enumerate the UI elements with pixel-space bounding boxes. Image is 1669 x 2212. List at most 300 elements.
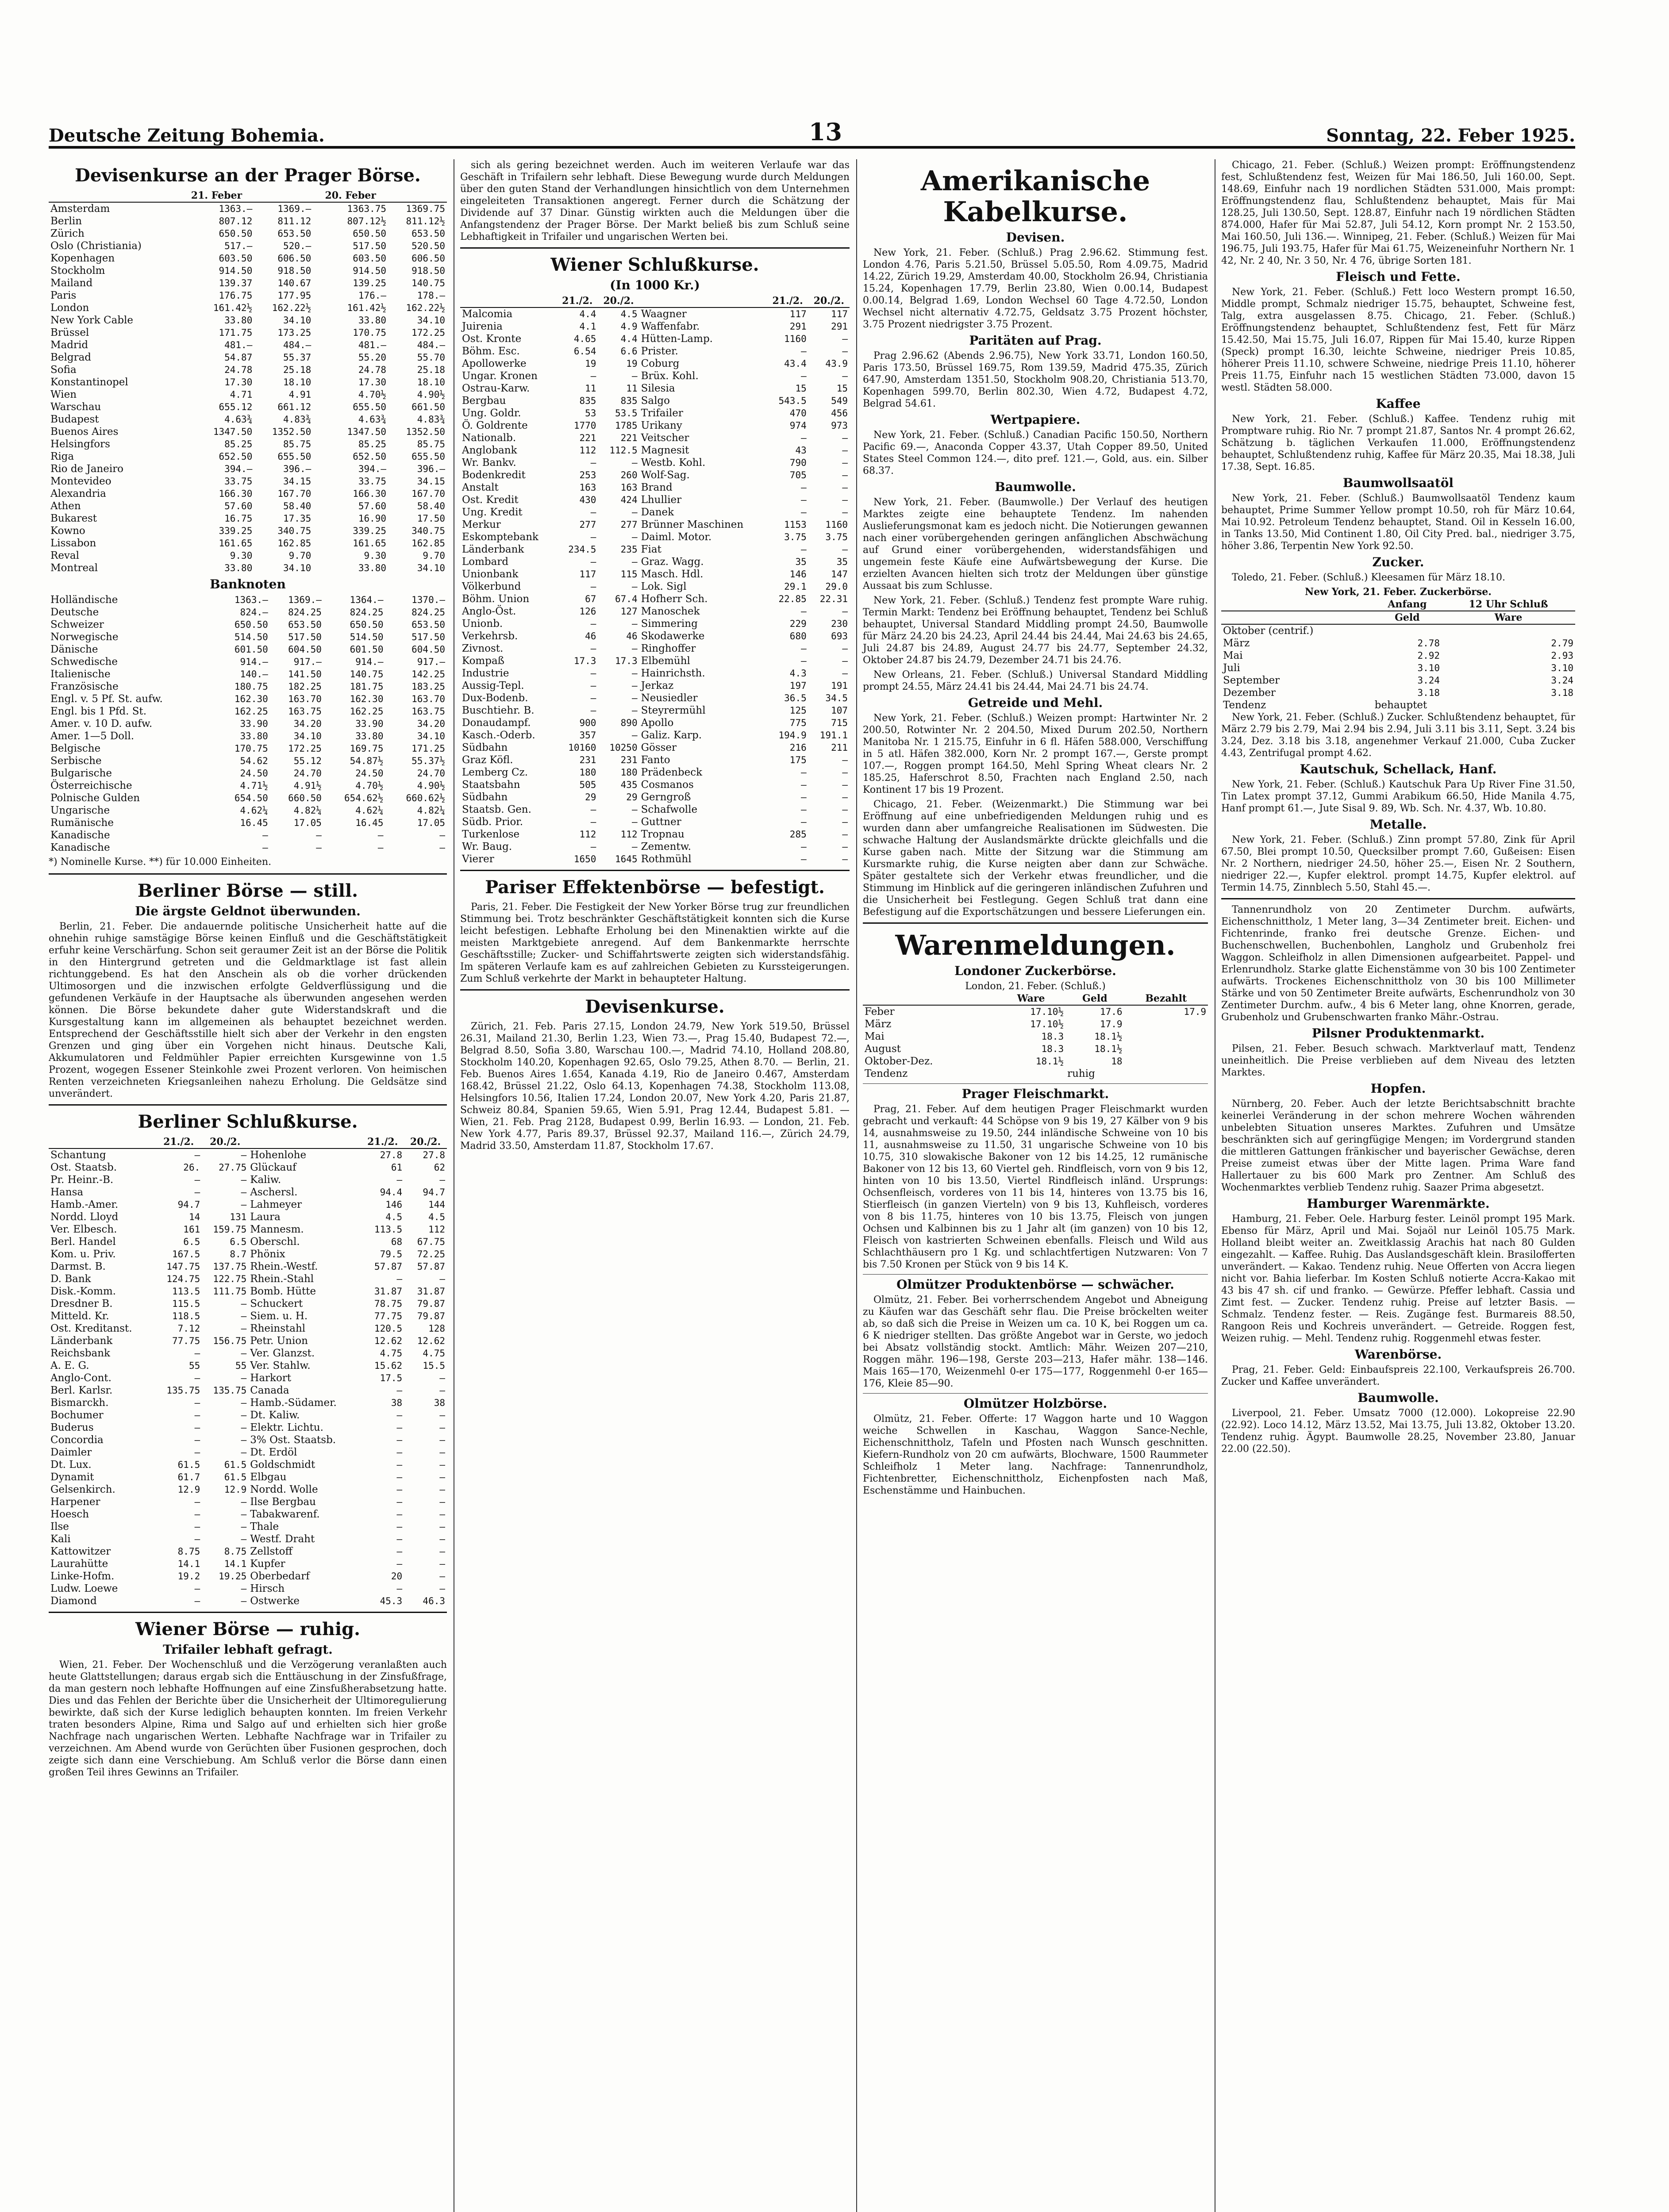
table-cell: 221 [579, 433, 596, 443]
table-cell: Ost. Kreditanst. [50, 1323, 132, 1334]
table-cell: 79.87 [417, 1298, 445, 1309]
table-cell: — [241, 1373, 247, 1383]
table-cell: — [842, 780, 848, 790]
column-1 [49, 159, 447, 1781]
table-row [1221, 687, 1575, 699]
table-cell: 162.22½ [272, 303, 311, 313]
table-cell: 162.22½ [406, 303, 445, 313]
table-cell: — [439, 1484, 445, 1495]
table-cell: 161.65 [353, 538, 387, 549]
table-cell: 1363.— [234, 595, 268, 605]
table-cell: 17.3 [573, 656, 596, 666]
table-cell: Coburg [641, 358, 680, 369]
table-row [49, 1148, 447, 1161]
table-cell: Steyrermühl [641, 705, 706, 716]
table-row [460, 568, 850, 580]
rubber-title: Kautschuk, Schellack, Hanf. [1300, 762, 1497, 776]
table-cell: — [241, 1175, 247, 1185]
table-cell: 4.4 [579, 309, 596, 319]
table-cell: 29 [585, 792, 596, 803]
table-cell: 85.25 [358, 439, 387, 449]
table-row [49, 680, 447, 693]
cable-section-text: New York, 21. Feber. (Baumwolle.) Der Verlauf des heutigen Marktes zeigte eine behauptete Tendenz. Im nahenden Auslieferungsmonat kam es jedoch nicht. Die Notierungen gewannen nach einer vorübergehenden geringen anfänglichen Abschwächung auf Grund einer vorübergehenden, widerstandsfähigen und ungemein feste Käufe eine Aufwärtsbewegung der Kurse. Die erzielten Avancen hielten sich trotz der Meldungen über günstige Aussaat bis zum Schlusse. [863, 497, 1208, 591]
table-cell: Kali [50, 1533, 71, 1545]
table-cell: Oslo (Christiania) [50, 240, 142, 252]
table-cell: D. Bank [50, 1273, 91, 1285]
table-cell: 4.75 [423, 1348, 445, 1359]
table-row [49, 1397, 447, 1409]
table-cell: Lhullier [641, 494, 682, 506]
table-cell: 396.— [283, 464, 311, 474]
prague-meat-title: Prager Fleischmarkt. [961, 1087, 1109, 1101]
table-row [49, 1582, 447, 1595]
table-cell: 715 [831, 718, 848, 728]
table-cell: 16.90 [358, 513, 387, 524]
table-cell: — [439, 842, 445, 853]
table-cell: Paris [50, 290, 77, 301]
berlin-report-subtitle: Die ärgste Geldnot überwunden. [135, 904, 361, 918]
table-cell: 484.— [283, 340, 311, 350]
table-cell: 424 [620, 495, 638, 505]
table-cell: — [194, 1509, 200, 1520]
table-cell: 396.— [417, 464, 445, 474]
table-cell: — [439, 1175, 445, 1185]
table-cell: 917.— [417, 657, 445, 667]
table-cell: Südb. Prior. [462, 816, 523, 828]
table-cell: 24.70 [293, 768, 322, 779]
table-cell: 117 [789, 309, 807, 319]
table-cell: 604.50 [288, 644, 322, 655]
table-row [49, 792, 447, 804]
table-row [49, 265, 447, 277]
table-cell: — [590, 457, 596, 468]
table-cell: — [396, 1410, 403, 1421]
table-cell: Kanadische [50, 830, 110, 841]
table-cell: Länderbank [50, 1335, 113, 1347]
table-cell: 914.— [240, 657, 268, 667]
table-cell: Canada [250, 1385, 289, 1396]
table-cell: 693 [831, 631, 848, 641]
table-cell: — [842, 668, 848, 679]
coffee-title: Kaffee [1376, 396, 1421, 411]
table-cell: 17.9 [1100, 1019, 1123, 1029]
table-cell: 339.25 [219, 526, 253, 536]
table-cell: Ö. Goldrente [462, 420, 528, 431]
table-cell: 175 [789, 755, 807, 765]
table-row [460, 543, 850, 556]
table-cell: 38 [391, 1398, 403, 1408]
table-cell: Zellstoff [250, 1546, 292, 1557]
table-cell: 135.75 [166, 1385, 200, 1396]
table-cell: — [262, 842, 268, 853]
table-cell: — [842, 457, 848, 468]
table-row [49, 314, 447, 326]
table-cell: 127 [620, 606, 638, 617]
table-cell: 655.12 [219, 402, 253, 412]
footnote: *) Nominelle Kurse. **) für 10.000 Einheiten. [49, 856, 272, 868]
table-cell: Rothmühl [641, 853, 692, 865]
table-cell: 163.75 [288, 706, 322, 717]
column-header: 20./2. [808, 295, 850, 307]
table-row [460, 320, 850, 333]
table-cell: — [631, 532, 638, 542]
table-cell: Berl. Karlsr. [50, 1385, 113, 1396]
divider [49, 1612, 447, 1613]
table-cell: — [396, 1509, 403, 1520]
table-cell: — [396, 1546, 403, 1557]
table-cell: Buenos Aires [50, 426, 119, 438]
table-cell: — [842, 433, 848, 443]
table-cell: Montevideo [50, 476, 112, 487]
table-cell: Böhm. Union [462, 593, 530, 605]
table-cell: Lemberg Cz. [462, 767, 528, 778]
cable-section-title: Wertpapiere. [990, 412, 1081, 427]
table-cell: 652.50 [219, 451, 253, 462]
table-cell: Stockholm [50, 265, 105, 276]
column-header [460, 295, 557, 307]
table-cell: 55 [235, 1360, 247, 1371]
table-cell: Graz Köfl. [462, 754, 513, 766]
table-cell: Juli [1223, 662, 1240, 674]
table-cell: Berl. Handel [50, 1236, 116, 1248]
table-cell: — [590, 643, 596, 654]
table-cell: 140.— [240, 669, 268, 680]
divider [460, 989, 850, 991]
table-cell: 601.50 [234, 644, 268, 655]
table-row [460, 506, 850, 518]
table-cell: — [801, 780, 807, 790]
table-cell: — [241, 1596, 247, 1606]
table-cell: 54.62 [240, 756, 268, 766]
table-cell: Ringhoffer [641, 643, 696, 654]
table-cell: Trifailer [641, 407, 683, 419]
table-cell: Hofherr Sch. [641, 593, 708, 605]
table-cell: 514.50 [350, 632, 384, 642]
table-cell: — [439, 830, 445, 841]
prague-devisen-table [49, 189, 447, 574]
table-row [863, 1005, 1208, 1018]
table-cell: 705 [789, 470, 807, 480]
table-cell: 85.75 [283, 439, 311, 449]
table-cell: 824.25 [288, 607, 322, 618]
table-row [49, 594, 447, 606]
table-cell: A. E. G. [50, 1360, 89, 1371]
table-cell: 171.75 [219, 327, 253, 338]
table-cell: Oktober (centrif.) [1223, 625, 1314, 637]
table-cell: 1370.— [411, 595, 445, 605]
table-cell: 1369.75 [406, 204, 445, 214]
table-cell: Bomb. Hütte [250, 1286, 316, 1297]
table-row [460, 667, 850, 680]
olmuetz-timber-text: Olmütz, 21. Feber. Offerte: 17 Waggon harte und 10 Waggon weiche Schwellen in Kaschau, Waggon Sance-Nechle, Eichenschnittholz, Tafeln und Pfosten nach Wunsch geschnitten. Kiefern-Rundholz von 20 cm aufwärts, Blochware, 1500 Raummeter Schleifholz 1 Meter lang. Nachfrage: Tannenrundholz, Fichtenbretter, Eichenschnittholz, Eichenpfosten nach Maß, Eschenstämme und Hainbuchen. [863, 1413, 1208, 1496]
table-cell: — [842, 841, 848, 852]
table-cell: — [439, 1410, 445, 1421]
table-cell: Apollo [641, 717, 674, 729]
table-cell: 660.62½ [406, 793, 445, 803]
table-cell: Laurahütte [50, 1558, 108, 1570]
table-cell: 606.50 [411, 253, 445, 264]
wien-close-subtitle: (In 1000 Kr.) [610, 278, 700, 292]
table-cell: Simmering [641, 618, 698, 630]
column-header [49, 189, 179, 202]
table-cell: 914.50 [219, 265, 253, 276]
devisen-title: Devisenkurse. [585, 996, 725, 1017]
table-cell: Vierer [462, 853, 494, 865]
table-cell: 163.70 [288, 694, 322, 704]
table-row [49, 1335, 447, 1347]
table-cell: 18.3 [1041, 1044, 1064, 1054]
table-cell: 112.5 [609, 445, 638, 456]
sugar-tendency-label: Tendenz [1223, 699, 1266, 711]
table-cell: — [439, 1497, 445, 1507]
table-cell: 3.24 [1417, 675, 1440, 686]
table-cell: 4.71½ [240, 780, 268, 791]
table-cell: Linke-Hofm. [50, 1571, 115, 1582]
table-cell: 3.18 [1551, 687, 1573, 698]
table-cell: 173.25 [277, 327, 311, 338]
table-cell: 181.75 [350, 681, 384, 692]
table-cell: 147 [831, 569, 848, 580]
table-cell: 191 [831, 680, 848, 691]
table-cell: Silesia [641, 383, 675, 394]
table-cell: 974 [789, 420, 807, 431]
table-cell: 22.85 [778, 594, 807, 604]
table-row [49, 780, 447, 792]
table-cell: — [801, 841, 807, 852]
table-cell: Ostwerke [250, 1595, 300, 1607]
table-cell: Norwegische [50, 631, 119, 643]
table-cell: 112 [428, 1224, 445, 1235]
table-cell: 790 [789, 457, 807, 468]
table-cell: 111.75 [213, 1286, 247, 1297]
table-cell: 1160 [825, 519, 848, 530]
table-cell: — [801, 792, 807, 803]
table-cell: Ung. Kredit [462, 507, 523, 518]
table-cell: 159.75 [213, 1224, 247, 1235]
table-cell: 4.82¼ [417, 805, 445, 816]
rubber-text: New York, 21. Feber. (Schluß.) Kautschuk Para Up River Fine 31.50, Tin Latex prompt 37.12, Gummi Arabikum 66.50, Hide Manila 4.75, Hanf prompt 61.—, Jute Sisal 9. 89, Wb. Sch. Nr. 4.37, Wb. 10.80. [1221, 779, 1575, 814]
cottonseed-oil-text: New York, 21. Feber. (Schluß.) Baumwollsaatöl Tendenz kaum behauptet, Prime Summer Yellow prompt 10.50, roh für März 10.64, Mai 10.92. Petroleum Tendenz behauptet, Stand. Oil in Kesseln 16.00, in Tanks 13.50, Mid Continent 1.80, Oil City Pred. bal., niedriger 3.75, höher 3.86, Terpentin New York 92.50. [1221, 493, 1575, 552]
table-cell: Waffenfabr. [641, 321, 700, 332]
table-cell: 17.10½ [1030, 1006, 1064, 1017]
table-row [49, 767, 447, 780]
table-cell: 4.91 [288, 389, 311, 400]
table-cell: Hamb.-Südamer. [250, 1397, 337, 1409]
table-row [49, 1236, 447, 1248]
divider [863, 922, 1208, 924]
table-cell: — [631, 804, 638, 815]
table-cell: 514.50 [234, 632, 268, 642]
table-cell: 55.37 [283, 352, 311, 363]
table-cell: Oberbedarf [250, 1571, 310, 1582]
table-cell: 211 [831, 742, 848, 753]
table-row [460, 357, 850, 370]
table-cell: Gelsenkirch. [50, 1484, 115, 1495]
table-cell: — [631, 668, 638, 679]
table-cell: — [439, 1521, 445, 1532]
table-cell: Anglo-Cont. [50, 1372, 112, 1384]
table-cell: Kattowitzer [50, 1546, 111, 1557]
table-row [49, 1446, 447, 1459]
table-cell: 655.50 [411, 451, 445, 462]
table-cell: — [590, 841, 596, 852]
table-row [49, 525, 447, 537]
table-cell: 3.75 [825, 532, 848, 542]
table-row [49, 841, 447, 854]
table-row [49, 618, 447, 631]
table-cell: Athen [50, 500, 81, 512]
table-row [49, 1211, 447, 1223]
table-cell: 9.30 [364, 550, 387, 561]
table-cell: — [842, 854, 848, 864]
table-row [49, 1298, 447, 1310]
table-cell: Serbische [50, 755, 102, 767]
table-cell: 824.25 [350, 607, 384, 618]
divider [49, 1104, 447, 1106]
table-cell: Prädenbeck [641, 767, 703, 778]
berlin-report-title: Berliner Börse — still. [137, 880, 358, 901]
cable-section-title: Baumwolle. [995, 480, 1076, 494]
table-cell: Oktober-Dez. [865, 1056, 933, 1067]
table-cell: 4.62¼ [355, 805, 384, 816]
table-cell: 811.12½ [406, 216, 445, 227]
table-cell: 4.65 [573, 334, 596, 344]
table-cell: — [316, 842, 322, 853]
table-cell: Riga [50, 451, 74, 462]
table-cell: Ost. Kronte [462, 333, 522, 345]
table-cell: 6.5 [183, 1237, 200, 1247]
table-cell: Südbahn [462, 791, 508, 803]
table-row [49, 388, 447, 401]
table-cell: Elbemühl [641, 655, 690, 667]
table-cell: 140.75 [411, 278, 445, 288]
table-row [460, 580, 850, 593]
waren-title: Warenmeldungen. [895, 929, 1176, 961]
table-cell: Budapest [50, 414, 99, 425]
paris-text: Paris, 21. Feber. Die Festigkeit der New Yorker Börse trug zur freundlichen Stimmung bei. Trotz beschränkter Geschäftstätigkeit konnten sich die Kurse leicht befestigen. Lebhafte Erholung bei den Minenaktien wirkte auf die meisten Marktgebiete anregend. Auf dem Bankenmarkte herrschte Geschäftsstille; Zucker- und Schiffahrtswerte zeigten sich widerstandsfähig. Im späteren Verlaufe kam es auf zahlreichen Gebieten zu Kurssteigerungen. Zum Schluß verkehrte der Markt in behaupteter Haltung. [460, 902, 850, 984]
column-header: 20. Feber [313, 189, 388, 202]
table-cell: Skodawerke [641, 630, 705, 642]
table-cell: 517.50 [411, 632, 445, 642]
table-cell: 140.75 [350, 669, 384, 680]
table-cell: 3.10 [1417, 663, 1440, 673]
table-cell: 17.6 [1100, 1006, 1123, 1017]
table-cell: 68 [391, 1237, 403, 1247]
table-cell: — [842, 470, 848, 480]
table-cell: Hainrichsth. [641, 668, 705, 679]
wien-close-title: Wiener Schlußkurse. [550, 254, 759, 275]
table-cell: — [842, 606, 848, 617]
table-cell: Alexandria [50, 488, 106, 499]
table-cell: 661.50 [411, 402, 445, 412]
table-row [49, 742, 447, 755]
table-cell: Thale [250, 1521, 279, 1532]
table-cell: — [194, 1410, 200, 1421]
cable-section-text: New York, 21. Feber. (Schluß.) Canadian Pacific 150.50, Northern Pacific 69.—, Anaconda Copper 43.37, Utah Copper 89.50, United States Steel Common 124.—, dito pref. 121.—, Gold, aus. ein. Silber 68.37. [863, 430, 1208, 476]
table-cell: März [1223, 637, 1250, 649]
table-cell: — [801, 371, 807, 381]
table-cell: — [241, 1534, 247, 1544]
table-cell: 4.70½ [358, 389, 387, 400]
table-cell: 33.80 [240, 731, 268, 741]
table-cell: — [590, 557, 596, 567]
table-cell: — [631, 581, 638, 592]
table-cell: 4.3 [789, 668, 807, 679]
table-cell: 194.9 [778, 730, 807, 741]
table-cell: Daiml. Motor. [641, 531, 712, 543]
cable-section-text: New York, 21. Feber. (Schluß.) Weizen prompt: Hartwinter Nr. 2 200.50, Rotwinter Nr. 2 204.50, Mixed Durum 202.50, Northern Manitoba Nr. 1 215.75, Einfuhr in 6 fl. Häfen 588.000, Verschiffung in 5 atl. Häfen 382.000, Korn Nr. 2 prompt 167.—, Gerste prompt 107.—, Roggen prompt 164.50, Mehl Spring Wheat clears Nr. 2 185.25, Haferschrot 8.50, Frachten nach England 2.50, nach Kontinent 17 bis 19 Prozent. [863, 713, 1208, 795]
table-cell: 139.25 [353, 278, 387, 288]
table-cell: Veitscher [641, 432, 689, 444]
table-cell: 17.35 [283, 513, 311, 524]
table-cell: — [801, 767, 807, 778]
table-cell: Dezember [1223, 687, 1276, 699]
table-cell: Länderbank [462, 544, 524, 555]
table-row [49, 512, 447, 525]
table-cell: 914.— [355, 657, 384, 667]
table-cell: 112 [579, 445, 596, 456]
table-cell: 1160 [784, 334, 807, 344]
table-cell: 33.80 [358, 315, 387, 326]
table-cell: 57.87 [374, 1261, 403, 1272]
table-cell: 8.75 [177, 1546, 200, 1557]
table-cell: 655.50 [353, 402, 387, 412]
table-cell: Schantung [50, 1149, 106, 1161]
table-cell: 161.65 [219, 538, 253, 549]
table-cell: 162.25 [350, 706, 384, 717]
table-cell: 7.12 [177, 1323, 200, 1334]
table-row [49, 1384, 447, 1397]
table-cell: 169.75 [350, 743, 384, 754]
table-cell: 6.6 [620, 346, 638, 357]
table-cell: 36.5 [784, 693, 807, 703]
table-cell: August [865, 1043, 901, 1055]
table-cell [1442, 624, 1575, 637]
table-cell: 15 [795, 383, 807, 394]
table-cell: Hütten-Lamp. [641, 333, 713, 345]
column-3 [863, 159, 1208, 1499]
column-header: Anfang [1373, 598, 1442, 611]
table-cell: 85.25 [224, 439, 253, 449]
table-cell: 26. [183, 1162, 200, 1173]
table-row [49, 488, 447, 500]
sugar-title: Zucker. [1372, 555, 1424, 569]
table-row [460, 741, 850, 754]
table-cell: — [194, 1422, 200, 1433]
column-header [254, 189, 313, 202]
table-row [460, 754, 850, 766]
table-cell: Turkenlose [462, 829, 520, 840]
table-cell: 4.83¾ [283, 414, 311, 425]
table-cell: 55.37½ [411, 756, 445, 766]
table-cell: Guttner [641, 816, 681, 828]
table-cell: 18 [1111, 1056, 1123, 1067]
table-row [49, 1508, 447, 1521]
table-cell: Ungar. Kronen [462, 370, 538, 382]
cable-title: Amerikanische Kabelkurse. [920, 165, 1150, 228]
table-cell: — [194, 1150, 200, 1160]
table-cell: 4.63¾ [358, 414, 387, 425]
table-cell: 19.2 [177, 1571, 200, 1582]
table-row [49, 463, 447, 475]
table-row [49, 1273, 447, 1285]
table-row [49, 302, 447, 314]
table-cell: Warschau [50, 401, 101, 413]
table-cell: Österreichische [50, 780, 132, 791]
table-row [1221, 624, 1575, 637]
table-cell: 1347.50 [213, 426, 253, 437]
table-row [460, 457, 850, 469]
